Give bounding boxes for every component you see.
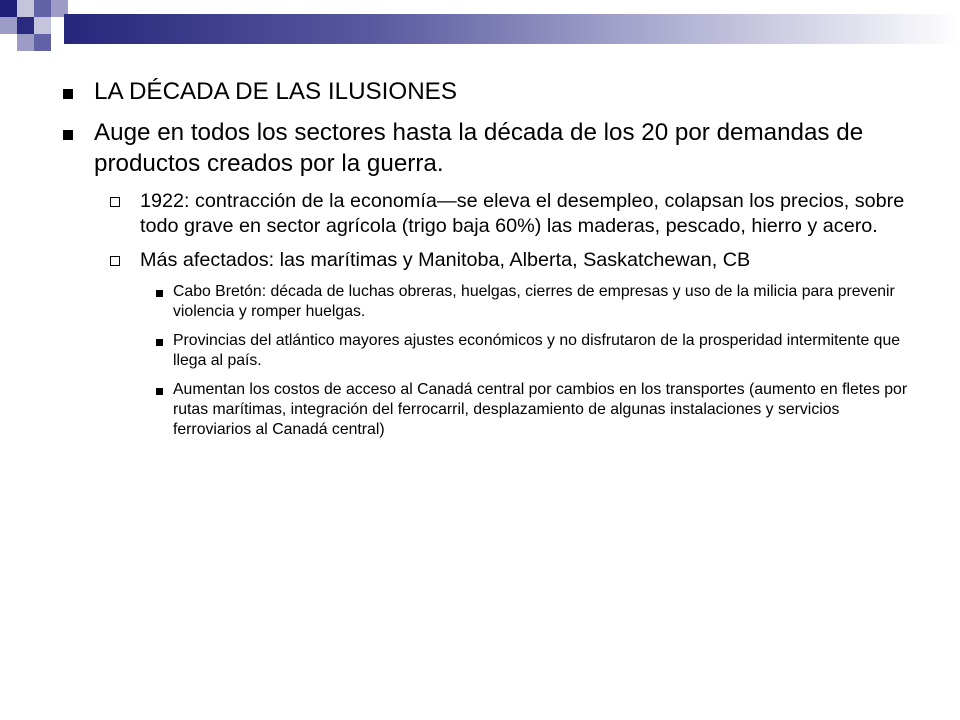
square-bullet-icon — [63, 89, 73, 99]
bullet-item — [58, 117, 918, 179]
sub-bullet-item — [58, 248, 918, 273]
bullet-text: Más afectados: las marítimas y Manitoba, Alberta, Saskatchewan, CB — [140, 249, 751, 271]
header-square-light — [17, 0, 34, 17]
small-square-bullet-icon — [156, 290, 163, 297]
sub-sub-bullet-item — [58, 380, 918, 440]
square-bullet-icon — [63, 130, 73, 140]
header-square-dark — [0, 0, 17, 17]
hollow-square-bullet-icon — [110, 197, 120, 207]
slide-body — [58, 76, 918, 449]
header-square-dark — [17, 17, 34, 34]
bullet-text: Auge en todos los sectores hasta la década de los 20 por demandas de productos creados por la guerra. — [94, 119, 864, 177]
sub-sub-bullet-item — [58, 282, 918, 322]
bullet-list — [58, 76, 918, 440]
bullet-item — [58, 76, 918, 107]
header-square-mid — [34, 0, 51, 17]
bullet-text: Cabo Bretón: década de luchas obreras, huelgas, cierres de empresas y uso de la milicia para prevenir violencia y romper huelgas. — [173, 283, 895, 320]
header-square-pale — [0, 17, 17, 34]
sub-bullet-item — [58, 189, 918, 239]
sub-sub-bullet-item — [58, 331, 918, 371]
header-gradient-bar — [64, 14, 960, 44]
bullet-text: Aumentan los costos de acceso al Canadá central por cambios en los transportes (aumento en fletes por rutas marítimas, integración del ferrocarril, desplazamiento de algunas instalaciones y servicios ferroviarios al Canadá central) — [173, 381, 908, 438]
header-square-pale — [17, 34, 34, 51]
small-square-bullet-icon — [156, 388, 163, 395]
small-square-bullet-icon — [156, 339, 163, 346]
header-square-mid — [34, 34, 51, 51]
header-square-light — [34, 17, 51, 34]
bullet-text: 1922: contracción de la economía—se eleva el desempleo, colapsan los precios, sobre todo grave en sector agrícola (trigo baja 60%) las maderas, pescado, hierro y acero. — [140, 190, 905, 237]
bullet-text: LA DÉCADA DE LAS ILUSIONES — [94, 78, 457, 105]
bullet-text: Provincias del atlántico mayores ajustes económicos y no disfrutaron de la prosperidad intermitente que llega al país. — [173, 332, 901, 369]
hollow-square-bullet-icon — [110, 256, 120, 266]
